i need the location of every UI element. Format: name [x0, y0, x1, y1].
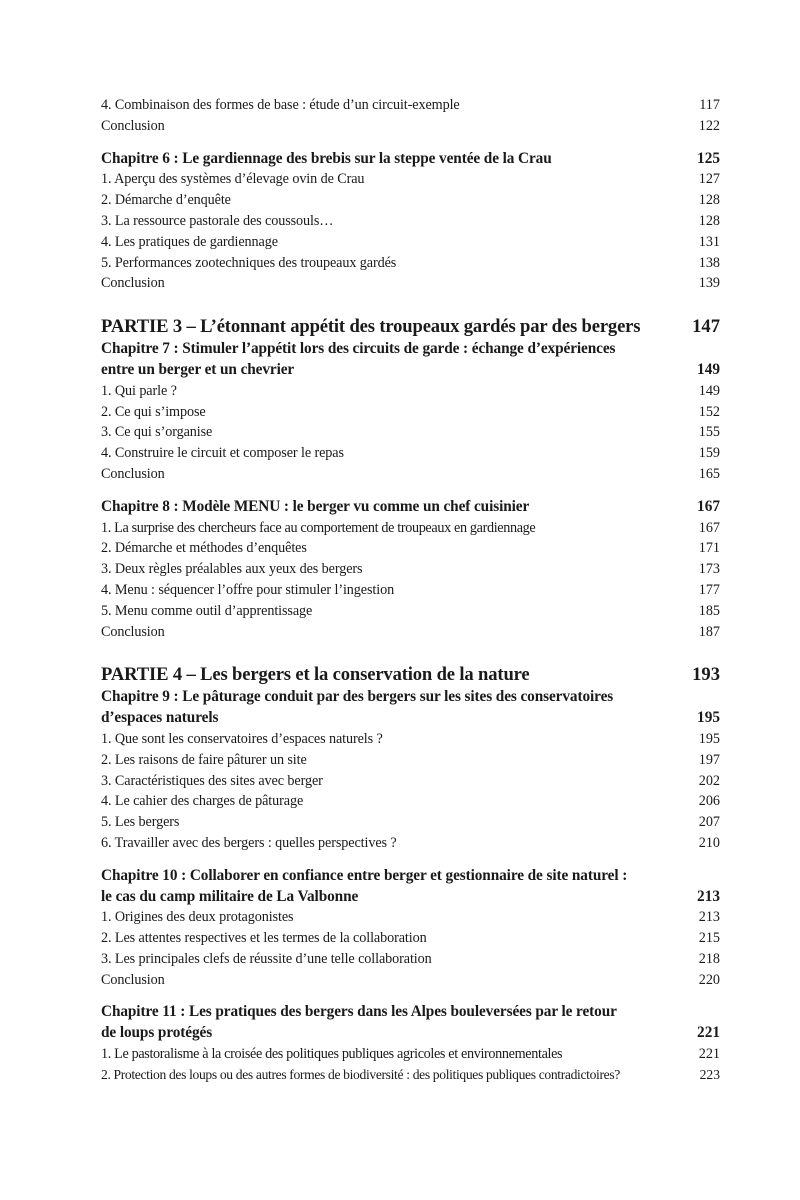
toc-entry-page: 210: [698, 834, 720, 851]
toc-entry-page: 206: [698, 793, 720, 810]
chapter-heading: [101, 866, 720, 908]
toc-entry-page: 215: [698, 930, 720, 947]
toc-entry-label: 1. Aperçu des systèmes d’élevage ovin de Crau: [101, 171, 365, 188]
toc-entry-page: 128: [698, 192, 720, 209]
chapter-title: Chapitre 8 : Modèle MENU : le berger vu comme un chef cuisinier: [101, 497, 530, 515]
toc-entry-page: 131: [698, 233, 720, 250]
table-of-contents: [101, 95, 720, 1086]
chapter-title-line-2: de loups protégés: [101, 1024, 213, 1042]
toc-entry: [101, 928, 720, 949]
toc-entry: [101, 601, 720, 622]
part-heading-3: [101, 315, 720, 339]
toc-entry: [101, 95, 720, 116]
toc-entry-page: 122: [698, 117, 720, 134]
toc-entry-page: 177: [698, 581, 720, 598]
toc-entry-label: 1. Le pastoralisme à la croisée des politiques publiques agricoles et environnementales: [101, 1046, 563, 1063]
toc-entry: [101, 273, 720, 294]
toc-entry: [101, 559, 720, 580]
chapter-title: [101, 1002, 617, 1044]
toc-entry-label: 3. Deux règles préalables aux yeux des bergers: [101, 561, 363, 578]
toc-entry-page: 138: [698, 254, 720, 271]
toc-entry: [101, 190, 720, 211]
chapter-title-line-1: Chapitre 10 : Collaborer en confiance entre berger et gestionnaire de site naturel :: [101, 866, 628, 884]
chapter-title: [101, 866, 627, 908]
chapter-title: [101, 339, 615, 381]
part-title: PARTIE 4 – Les bergers et la conservation de la nature: [101, 664, 530, 686]
toc-entry: [101, 169, 720, 190]
toc-entry-label: 2. Protection des loups ou des autres formes de biodiversité : des politiques publiques contradictoires?: [101, 1066, 620, 1082]
toc-entry: [101, 833, 720, 854]
chapter-page: 125: [697, 149, 720, 167]
toc-entry-page: 159: [698, 445, 720, 462]
chapter-title-line-2: d’espaces naturels: [101, 709, 219, 727]
chapter-page: 149: [697, 360, 720, 378]
toc-entry-page: 173: [698, 561, 720, 578]
toc-entry-label: Conclusion: [101, 971, 165, 988]
toc-entry: [101, 791, 720, 812]
toc-entry: [101, 970, 720, 991]
chapter-page: 167: [697, 497, 720, 515]
toc-entry-page: 171: [698, 540, 720, 557]
chapter-heading: [101, 149, 720, 170]
toc-entry-label: 2. Ce qui s’impose: [101, 403, 206, 420]
toc-entry-label: 2. Les attentes respectives et les termes de la collaboration: [101, 930, 427, 947]
toc-entry: [101, 443, 720, 464]
toc-entry-label: 2. Démarche et méthodes d’enquêtes: [101, 540, 307, 557]
toc-entry-page: 185: [698, 602, 720, 619]
toc-entry-label: 5. Menu comme outil d’apprentissage: [101, 602, 313, 619]
part-page: 147: [692, 316, 720, 338]
toc-entry: [101, 949, 720, 970]
toc-entry-label: 2. Les raisons de faire pâturer un site: [101, 751, 307, 768]
toc-entry-page: 165: [698, 465, 720, 482]
toc-entry-label: 3. Caractéristiques des sites avec berger: [101, 772, 323, 789]
toc-entry-label: 4. Combinaison des formes de base : étude d’un circuit-exemple: [101, 97, 460, 113]
toc-entry: [101, 812, 720, 833]
toc-entry-label: Conclusion: [101, 623, 165, 640]
toc-entry-page: 207: [698, 814, 720, 831]
toc-entry: [101, 580, 720, 601]
toc-entry: [101, 907, 720, 928]
toc-entry-page: 139: [698, 275, 720, 292]
toc-entry-label: 4. Construire le circuit et composer le repas: [101, 445, 344, 462]
chapter-title-line-1: Chapitre 7 : Stimuler l’appétit lors des circuits de garde : échange d’expériences: [101, 340, 616, 358]
toc-entry-label: 1. Qui parle ?: [101, 382, 177, 399]
part-heading-4: [101, 663, 720, 687]
toc-entry: [101, 729, 720, 750]
chapter-heading: [101, 339, 720, 381]
part-page: 193: [692, 664, 720, 686]
toc-entry-page: 149: [698, 382, 720, 399]
toc-entry: [101, 232, 720, 253]
chapter-title-line-2: entre un berger et un chevrier: [101, 360, 295, 378]
chapter-heading: [101, 1002, 720, 1044]
toc-entry: [101, 771, 720, 792]
toc-entry: [101, 622, 720, 643]
toc-entry: [101, 750, 720, 771]
toc-entry-label: 1. La surprise des chercheurs face au comportement de troupeaux en gardiennage: [101, 519, 536, 536]
toc-entry: [101, 464, 720, 485]
chapter-title-line-1: Chapitre 11 : Les pratiques des bergers dans les Alpes bouleversées par le retour: [101, 1003, 617, 1021]
toc-entry-label: 4. Le cahier des charges de pâturage: [101, 793, 304, 810]
toc-entry-label: Conclusion: [101, 465, 165, 482]
chapter-heading: [101, 687, 720, 729]
chapter-title: [101, 687, 613, 729]
toc-entry: [101, 211, 720, 232]
toc-entry-label: 3. Les principales clefs de réussite d’une telle collaboration: [101, 950, 432, 967]
toc-chapter-6: [101, 149, 720, 295]
toc-entry-page: 221: [698, 1046, 720, 1063]
toc-entry-page: 155: [698, 424, 720, 441]
toc-continuation: [101, 95, 720, 137]
toc-entry-page: 127: [698, 171, 720, 188]
toc-entry: [101, 1044, 720, 1065]
toc-entry-label: 6. Travailler avec des bergers : quelles perspectives ?: [101, 834, 397, 851]
chapter-title-line-1: Chapitre 9 : Le pâturage conduit par des bergers sur les sites des conservatoires: [101, 688, 614, 706]
toc-entry-label: 1. Origines des deux protagonistes: [101, 909, 294, 926]
toc-entry: [101, 116, 720, 137]
toc-entry-page: 195: [698, 730, 720, 747]
toc-entry-label: 4. Menu : séquencer l’offre pour stimuler l’ingestion: [101, 581, 395, 598]
toc-entry-page: 152: [698, 403, 720, 420]
toc-entry: [101, 402, 720, 423]
toc-entry-page: 167: [698, 519, 720, 536]
chapter-page: 213: [697, 887, 720, 905]
toc-entry-label: 1. Que sont les conservatoires d’espaces naturels ?: [101, 730, 383, 747]
toc-entry-label: 4. Les pratiques de gardiennage: [101, 233, 278, 250]
toc-entry-page: 187: [698, 623, 720, 640]
toc-entry: [101, 518, 720, 539]
toc-entry-page: 117: [699, 97, 720, 113]
toc-entry-label: Conclusion: [101, 275, 165, 292]
chapter-page: 195: [697, 709, 720, 727]
chapter-page: 221: [697, 1024, 720, 1042]
toc-entry-page: 220: [698, 971, 720, 988]
part-title: PARTIE 3 – L’étonnant appétit des troupeaux gardés par des bergers: [101, 316, 641, 338]
toc-entry-label: 2. Démarche d’enquête: [101, 192, 231, 209]
toc-entry-page: 213: [698, 909, 720, 926]
toc-entry: [101, 538, 720, 559]
toc-entry-label: 3. Ce qui s’organise: [101, 424, 213, 441]
toc-entry-page: 128: [698, 212, 720, 229]
toc-entry-page: 218: [698, 950, 720, 967]
toc-entry-page: 223: [699, 1066, 720, 1082]
toc-entry-label: Conclusion: [101, 117, 165, 134]
chapter-title: Chapitre 6 : Le gardiennage des brebis sur la steppe ventée de la Crau: [101, 149, 552, 167]
toc-entry-page: 197: [698, 751, 720, 768]
toc-entry-label: 3. La ressource pastorale des coussouls…: [101, 212, 334, 229]
toc-entry-label: 5. Performances zootechniques des troupeaux gardés: [101, 254, 397, 271]
toc-entry: [101, 1065, 720, 1086]
chapter-heading: [101, 497, 720, 518]
toc-entry-label: 5. Les bergers: [101, 814, 180, 831]
toc-entry: [101, 381, 720, 402]
toc-entry-page: 202: [698, 772, 720, 789]
toc-entry: [101, 253, 720, 274]
toc-entry: [101, 422, 720, 443]
chapter-title-line-2: le cas du camp militaire de La Valbonne: [101, 887, 359, 905]
